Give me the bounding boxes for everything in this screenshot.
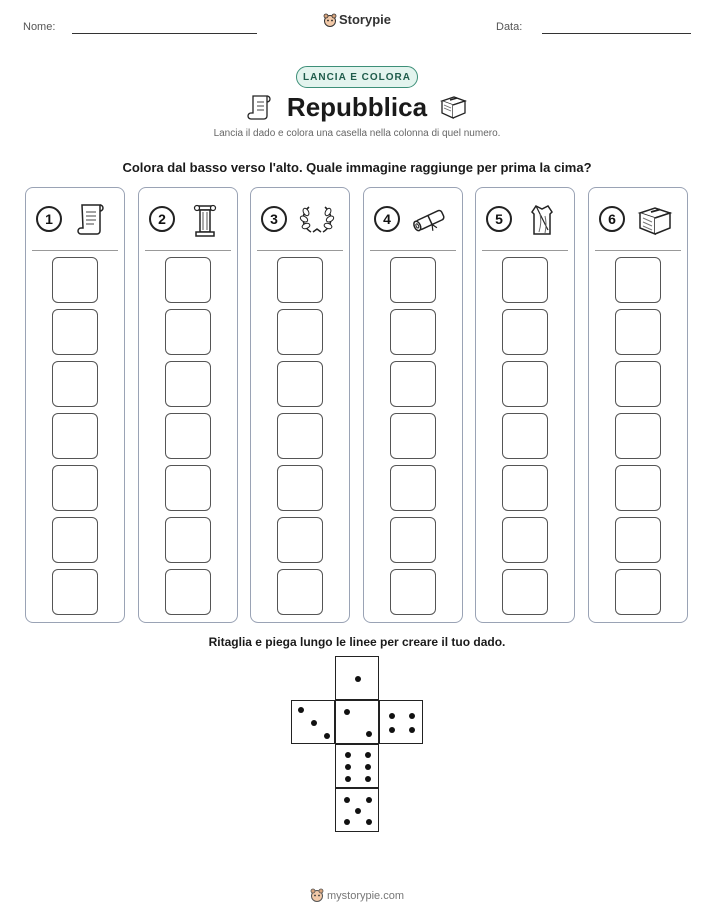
color-cell[interactable] — [52, 465, 98, 511]
color-cell[interactable] — [502, 569, 548, 615]
column-number: 5 — [486, 206, 512, 232]
date-line[interactable] — [542, 33, 691, 34]
color-cell[interactable] — [165, 569, 211, 615]
die-face-5 — [335, 788, 379, 832]
color-cell[interactable] — [165, 517, 211, 563]
column-icon — [185, 200, 225, 240]
question: Colora dal basso verso l'alto. Quale immagine raggiunge per prima la cima? — [122, 160, 592, 175]
color-cell[interactable] — [615, 569, 661, 615]
name-line[interactable] — [72, 33, 257, 34]
column-divider — [257, 250, 343, 251]
die-face-4 — [379, 700, 423, 744]
color-cell[interactable] — [502, 257, 548, 303]
activity-badge: LANCIA E COLORA — [296, 66, 418, 88]
color-cell[interactable] — [390, 361, 436, 407]
die-face-6 — [335, 744, 379, 788]
toga-icon — [522, 200, 562, 240]
column-2 — [138, 187, 238, 623]
column-number: 1 — [36, 206, 62, 232]
die-pip — [344, 709, 350, 715]
color-cell[interactable] — [277, 257, 323, 303]
column-number: 2 — [149, 206, 175, 232]
laurel-wreath-icon — [297, 200, 337, 240]
color-cell[interactable] — [615, 257, 661, 303]
column-4 — [363, 187, 463, 623]
column-divider — [32, 250, 118, 251]
color-cell[interactable] — [615, 465, 661, 511]
die-pip — [409, 727, 415, 733]
die-pip — [365, 776, 371, 782]
color-cell[interactable] — [52, 517, 98, 563]
column-5 — [475, 187, 575, 623]
color-cell[interactable] — [502, 465, 548, 511]
column-divider — [145, 250, 231, 251]
column-1 — [25, 187, 125, 623]
die-pip — [298, 707, 304, 713]
column-number: 6 — [599, 206, 625, 232]
die-pip — [355, 808, 361, 814]
color-cell[interactable] — [165, 309, 211, 355]
die-pip — [355, 676, 361, 682]
color-cell[interactable] — [165, 465, 211, 511]
die-pip — [409, 713, 415, 719]
die-pip — [324, 733, 330, 739]
brand-logo — [0, 12, 714, 27]
die-face-3 — [291, 700, 335, 744]
color-cell[interactable] — [165, 257, 211, 303]
name-label: Nome: — [23, 21, 56, 33]
color-cell[interactable] — [390, 569, 436, 615]
page-title: Repubblica — [286, 92, 428, 122]
subtitle: Lancia il dado e colora una casella nella colonna di quel numero. — [213, 128, 501, 139]
die-pip — [344, 819, 350, 825]
color-cell[interactable] — [52, 361, 98, 407]
storypie-mascot-icon — [310, 888, 324, 902]
die-pip — [365, 752, 371, 758]
color-cell[interactable] — [615, 413, 661, 459]
storypie-mascot-icon — [323, 13, 337, 27]
color-cell[interactable] — [390, 413, 436, 459]
die-pip — [345, 764, 351, 770]
color-cell[interactable] — [277, 413, 323, 459]
die-pip — [345, 752, 351, 758]
rolled-scroll-icon — [410, 200, 450, 240]
color-cell[interactable] — [502, 361, 548, 407]
column-3 — [250, 187, 350, 623]
date-label: Data: — [496, 21, 523, 33]
color-cell[interactable] — [277, 569, 323, 615]
color-cell[interactable] — [165, 361, 211, 407]
column-6 — [588, 187, 688, 623]
ballot-box-icon — [438, 93, 468, 121]
column-divider — [482, 250, 568, 251]
column-number: 4 — [374, 206, 400, 232]
footer-url[interactable]: mystorypie.com — [326, 890, 405, 902]
color-cell[interactable] — [502, 413, 548, 459]
color-cell[interactable] — [615, 517, 661, 563]
color-cell[interactable] — [390, 517, 436, 563]
color-cell[interactable] — [502, 517, 548, 563]
die-pip — [311, 720, 317, 726]
die-pip — [366, 797, 372, 803]
color-cell[interactable] — [52, 309, 98, 355]
color-cell[interactable] — [277, 465, 323, 511]
color-cell[interactable] — [390, 257, 436, 303]
color-cell[interactable] — [277, 517, 323, 563]
die-pip — [366, 819, 372, 825]
die-pip — [389, 713, 395, 719]
die-face-1 — [335, 656, 379, 700]
die-pip — [344, 797, 350, 803]
cut-instruction: Ritaglia e piega lungo le linee per creare il tuo dado. — [208, 635, 506, 649]
die-pip — [389, 727, 395, 733]
color-cell[interactable] — [615, 309, 661, 355]
ballot-box-icon — [635, 200, 675, 240]
color-cell[interactable] — [615, 361, 661, 407]
color-cell[interactable] — [52, 257, 98, 303]
color-cell[interactable] — [165, 413, 211, 459]
column-number: 3 — [261, 206, 287, 232]
column-divider — [595, 250, 681, 251]
column-divider — [370, 250, 456, 251]
footer — [0, 888, 714, 902]
color-cell[interactable] — [277, 361, 323, 407]
die-pip — [366, 731, 372, 737]
scroll-icon — [72, 200, 112, 240]
color-cell[interactable] — [277, 309, 323, 355]
color-cell[interactable] — [390, 309, 436, 355]
die-pip — [365, 764, 371, 770]
die-pip — [345, 776, 351, 782]
color-cell[interactable] — [52, 413, 98, 459]
brand-name: Storypie — [338, 12, 391, 27]
color-cell[interactable] — [390, 465, 436, 511]
die-face-2 — [335, 700, 379, 744]
color-cell[interactable] — [52, 569, 98, 615]
color-cell[interactable] — [502, 309, 548, 355]
